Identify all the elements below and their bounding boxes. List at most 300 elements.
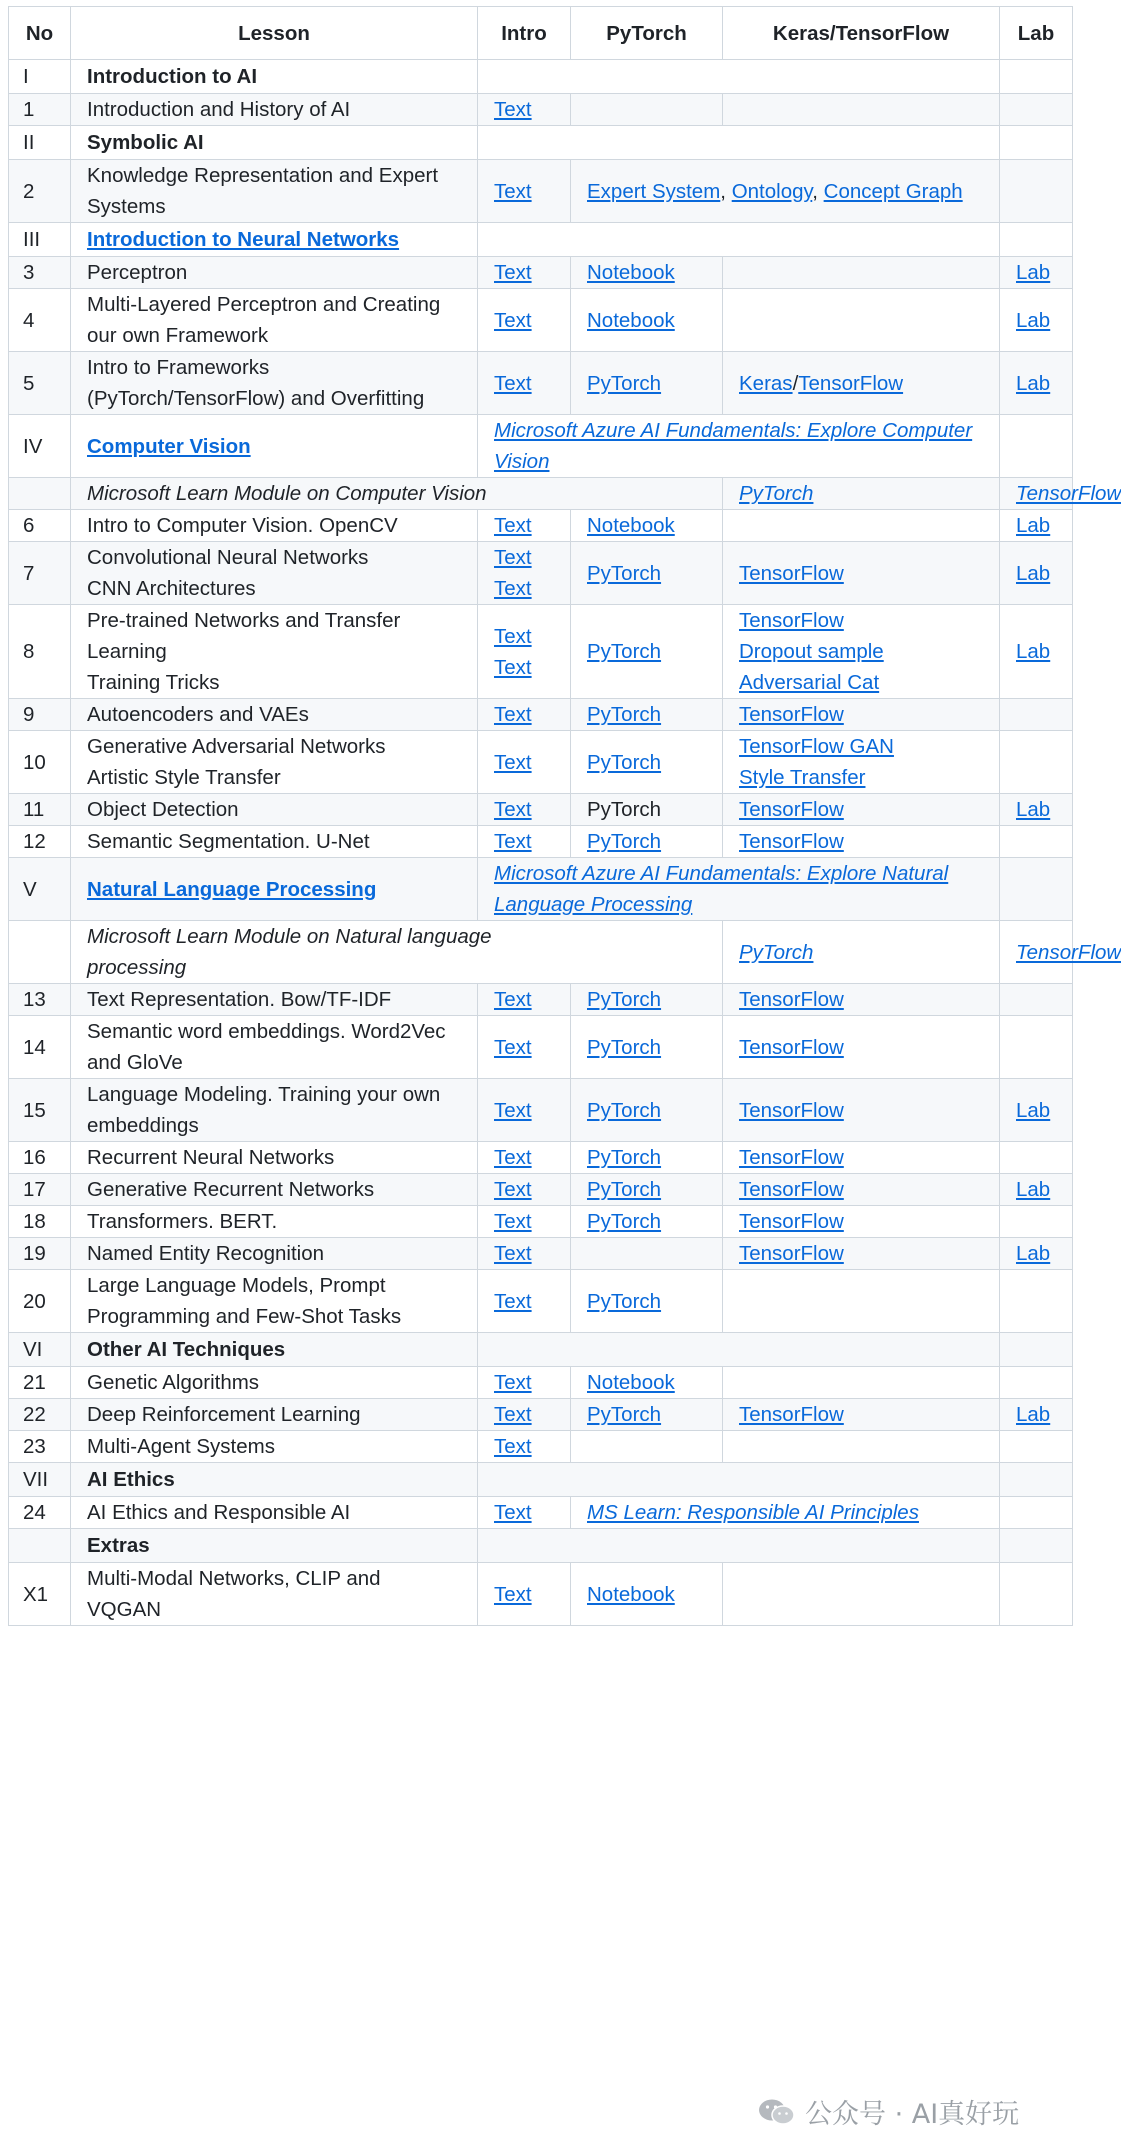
lesson-title: Genetic Algorithms: [87, 1371, 260, 1394]
pytorch-cell: [571, 826, 723, 858]
pytorch-cell: [571, 257, 723, 289]
lab-cell: [1000, 605, 1073, 699]
intro-text-link[interactable]: Text: [494, 1289, 532, 1313]
pytorch-cell: [571, 1142, 723, 1174]
keras-cell: [723, 1431, 1000, 1463]
intro-cell: [478, 1016, 571, 1079]
lesson-cell: [71, 1238, 478, 1270]
row-number: III: [9, 223, 71, 257]
pytorch-link[interactable]: Notebook: [587, 1371, 675, 1394]
lesson-title: Pre-trained Networks and Transfer: [87, 609, 401, 632]
intro-cell: [478, 1142, 571, 1174]
pytorch-link[interactable]: PyTorch: [587, 371, 662, 395]
tensorflow-link[interactable]: TensorFlow: [739, 798, 844, 821]
lesson-cell: [71, 542, 478, 605]
pytorch-link[interactable]: PyTorch: [587, 750, 662, 774]
pytorch-cell: [571, 510, 723, 542]
lab-cell: [1000, 1016, 1073, 1079]
intro-cell: [478, 794, 571, 826]
lesson-title: Large Language Models, Prompt: [87, 1274, 386, 1297]
pytorch-link[interactable]: PyTorch: [587, 830, 662, 853]
tensorflow-link[interactable]: TensorFlow: [739, 988, 844, 1011]
pytorch-cell: [571, 1016, 723, 1079]
pytorch-link[interactable]: Notebook: [587, 1582, 675, 1606]
watermark: [757, 2092, 1019, 2131]
pytorch-link[interactable]: PyTorch: [587, 640, 662, 663]
pytorch-link[interactable]: PyTorch: [587, 561, 662, 585]
table-row: [9, 1079, 1073, 1142]
lesson-title: Transformers. BERT.: [87, 1210, 278, 1233]
row-number: [9, 478, 71, 510]
pytorch-link[interactable]: PyTorch: [587, 1146, 662, 1169]
pytorch-cell: [571, 794, 723, 826]
lesson-title: AI Ethics and Responsible AI: [87, 1501, 351, 1524]
intro-text-link[interactable]: Text: [494, 1403, 532, 1426]
keras-cell: [723, 1206, 1000, 1238]
table-row: [9, 1174, 1073, 1206]
row-number: 6: [9, 510, 71, 542]
intro-cell: [478, 1079, 571, 1142]
intro-cell: [478, 1367, 571, 1399]
keras-cell: [1000, 478, 1121, 510]
intro-text-link[interactable]: Text: [494, 624, 532, 648]
keras-cell: [723, 826, 1000, 858]
table-row: [9, 605, 1073, 699]
ms-azure-link[interactable]: Language Processing: [494, 893, 693, 916]
lab-cell: [1000, 826, 1073, 858]
table-row: [9, 921, 1073, 984]
lab-cell: [1000, 1206, 1073, 1238]
row-number: 12: [9, 826, 71, 858]
lab-cell: [1000, 289, 1073, 352]
intro-cell: [478, 826, 571, 858]
intro-text-link[interactable]: Text: [494, 546, 532, 569]
pytorch-link[interactable]: PyTorch: [587, 1098, 662, 1122]
keras-cell: [723, 1079, 1000, 1142]
section-row: [9, 1463, 1073, 1497]
ms-azure-link[interactable]: Vision: [494, 450, 550, 473]
row-number: 22: [9, 1399, 71, 1431]
row-number: 8: [9, 605, 71, 699]
row-number: 20: [9, 1270, 71, 1333]
intro-cell: [478, 1497, 571, 1529]
keras-cell: [723, 605, 1000, 699]
pytorch-plain: PyTorch: [587, 798, 662, 821]
lesson-cell: [71, 1142, 478, 1174]
lab-cell: [1000, 415, 1073, 478]
lesson-cell: [71, 94, 478, 126]
tensorflow-link[interactable]: Dropout sample: [739, 640, 884, 663]
tensorflow-link[interactable]: Adversarial Cat: [739, 671, 880, 694]
lesson-cell: [71, 257, 478, 289]
watermark-text: 公众号 · AI真好玩: [805, 2099, 1020, 2130]
lab-link[interactable]: Lab: [1016, 798, 1051, 821]
tensorflow-link[interactable]: TensorFlow: [1016, 482, 1121, 505]
ms-learn-link[interactable]: MS Learn: Responsible AI Principles: [587, 1501, 919, 1524]
lab-cell: [1000, 1563, 1073, 1626]
table-row: [9, 542, 1073, 605]
lesson-title: AI Ethics: [87, 1468, 175, 1491]
pytorch-link[interactable]: PyTorch: [587, 1035, 662, 1059]
row-number: IV: [9, 415, 71, 478]
keras-cell: [723, 984, 1000, 1016]
row-number: 10: [9, 731, 71, 794]
intro-cell: [478, 1399, 571, 1431]
pytorch-link[interactable]: Notebook: [587, 514, 675, 537]
lesson-cell: [71, 826, 478, 858]
lesson-link[interactable]: Natural Language Processing: [87, 877, 377, 901]
tensorflow-link[interactable]: TensorFlow: [739, 1178, 844, 1201]
tensorflow-link[interactable]: TensorFlow: [739, 561, 844, 585]
lab-cell: [1000, 731, 1073, 794]
lesson-title: Generative Adversarial Networks: [87, 735, 386, 758]
intro-cell: [478, 510, 571, 542]
lesson-cell: [71, 731, 478, 794]
lesson-title: Text Representation. Bow/TF-IDF: [87, 988, 392, 1011]
intro-text-link[interactable]: Text: [494, 261, 532, 284]
table-row: [9, 1270, 1073, 1333]
intro-cell: [478, 984, 571, 1016]
pytorch-link[interactable]: PyTorch: [739, 940, 814, 964]
row-number: 19: [9, 1238, 71, 1270]
lesson-title: Generative Recurrent Networks: [87, 1178, 375, 1201]
lesson-cell: [71, 699, 478, 731]
intro-cell: [478, 731, 571, 794]
table-row: [9, 1367, 1073, 1399]
pytorch-link[interactable]: PyTorch: [587, 1210, 662, 1233]
tensorflow-link[interactable]: TensorFlow: [798, 371, 904, 395]
lesson-cell: [71, 1431, 478, 1463]
lesson-cell: [71, 510, 478, 542]
intro-text-link[interactable]: Text: [494, 655, 532, 679]
pytorch-link[interactable]: Concept Graph: [823, 179, 963, 203]
empty-cell: [478, 126, 1000, 160]
lab-cell: [1000, 1463, 1073, 1497]
lesson-title: Intro to Frameworks: [87, 356, 270, 379]
header-keras-tensorflow: Keras/TensorFlow: [723, 7, 1000, 60]
keras-cell: [723, 794, 1000, 826]
pytorch-cell: [723, 921, 1000, 984]
lesson-title: embeddings: [87, 1114, 199, 1137]
pytorch-cell: Expert System, Ontology, Concept Graph: [571, 160, 1000, 223]
row-number: 7: [9, 542, 71, 605]
tensorflow-link[interactable]: TensorFlow: [739, 1098, 844, 1122]
lesson-cell: [71, 858, 478, 921]
lesson-cell: [71, 1333, 478, 1367]
intro-text-link[interactable]: Text: [494, 1035, 532, 1059]
lesson-cell: [71, 1399, 478, 1431]
lesson-title: Convolutional Neural Networks: [87, 546, 369, 569]
intro-text-link[interactable]: Text: [494, 98, 532, 121]
tensorflow-link[interactable]: TensorFlow: [739, 1146, 844, 1169]
intro-text-link[interactable]: Text: [494, 308, 532, 332]
table-row: [9, 984, 1073, 1016]
lesson-title: VQGAN: [87, 1598, 162, 1621]
intro-text-link[interactable]: Text: [494, 1146, 532, 1169]
tensorflow-link[interactable]: TensorFlow: [739, 1210, 844, 1233]
lesson-title: (PyTorch/TensorFlow) and Overfitting: [87, 387, 425, 410]
row-number: 24: [9, 1497, 71, 1529]
lab-link[interactable]: Lab: [1016, 1098, 1051, 1122]
row-number: 21: [9, 1367, 71, 1399]
pytorch-link[interactable]: Expert System: [587, 179, 721, 203]
keras-cell: [723, 699, 1000, 731]
lesson-title: Named Entity Recognition: [87, 1242, 325, 1265]
lab-link[interactable]: Lab: [1016, 1403, 1051, 1426]
lesson-title: Systems: [87, 195, 166, 218]
lesson-cell: [71, 1174, 478, 1206]
pytorch-link[interactable]: Ontology: [731, 179, 813, 203]
pytorch-cell: [571, 605, 723, 699]
section-row: [9, 126, 1073, 160]
lesson-cell: [71, 794, 478, 826]
intro-cell: [478, 94, 571, 126]
intro-text-link[interactable]: Text: [494, 988, 532, 1011]
lesson-title: Artistic Style Transfer: [87, 766, 281, 789]
row-number: X1: [9, 1563, 71, 1626]
header-lab: Lab: [1000, 7, 1073, 60]
lesson-cell: [71, 289, 478, 352]
table-row: [9, 1206, 1073, 1238]
pytorch-link[interactable]: PyTorch: [587, 988, 662, 1011]
keras-cell: [723, 1142, 1000, 1174]
table-row: [9, 257, 1073, 289]
table-row: [9, 160, 1073, 223]
pytorch-link[interactable]: PyTorch: [587, 1178, 662, 1201]
lesson-link[interactable]: Introduction to Neural Networks: [87, 228, 400, 251]
pytorch-cell: [571, 1238, 723, 1270]
lesson-title: CNN Architectures: [87, 577, 256, 600]
intro-text-link[interactable]: Text: [494, 1178, 532, 1201]
lesson-title: Programming and Few-Shot Tasks: [87, 1305, 402, 1328]
lesson-cell: [71, 1206, 478, 1238]
pytorch-cell: [571, 542, 723, 605]
empty-cell: [478, 60, 1000, 94]
lab-link[interactable]: Lab: [1016, 514, 1051, 537]
lesson-cell: [71, 415, 478, 478]
intro-text-link[interactable]: Text: [494, 1210, 532, 1233]
pytorch-link[interactable]: PyTorch: [587, 1289, 662, 1313]
tensorflow-link[interactable]: TensorFlow GAN: [739, 735, 894, 758]
lab-cell: [1000, 1142, 1073, 1174]
lesson-title: Microsoft Learn Module on Natural language: [87, 925, 492, 948]
intro-text-link[interactable]: Text: [494, 750, 532, 774]
lab-cell: [1000, 794, 1073, 826]
table-row: [9, 1142, 1073, 1174]
lab-cell: [1000, 1399, 1073, 1431]
lesson-title: Autoencoders and VAEs: [87, 703, 309, 726]
ms-azure-link[interactable]: Microsoft Azure AI Fundamentals: Explore Natural: [494, 862, 949, 885]
intro-text-link[interactable]: Text: [494, 1435, 532, 1458]
lab-cell: [1000, 1367, 1073, 1399]
table-row: [9, 289, 1073, 352]
intro-text-link[interactable]: Text: [494, 1501, 532, 1524]
table-row: [9, 794, 1073, 826]
intro-text-link[interactable]: Text: [494, 179, 532, 203]
row-number: 13: [9, 984, 71, 1016]
lab-link[interactable]: Lab: [1016, 1178, 1051, 1201]
lab-link[interactable]: Lab: [1016, 1242, 1051, 1265]
pytorch-cell: [571, 352, 723, 415]
keras-cell: [723, 1399, 1000, 1431]
lab-cell: [1000, 984, 1073, 1016]
intro-cell: [478, 1206, 571, 1238]
ms-azure-link-cell: [478, 858, 1000, 921]
header-pytorch: PyTorch: [571, 7, 723, 60]
lab-cell: [1000, 1529, 1073, 1563]
lab-cell: [1000, 352, 1073, 415]
lesson-title: Deep Reinforcement Learning: [87, 1403, 361, 1426]
empty-cell: [478, 223, 1000, 257]
row-number: 18: [9, 1206, 71, 1238]
curriculum-table: [8, 6, 1121, 1626]
row-number: II: [9, 126, 71, 160]
header-lesson: Lesson: [71, 7, 478, 60]
lab-cell: [1000, 257, 1073, 289]
ms-azure-link-cell: [478, 415, 1000, 478]
intro-text-link[interactable]: Text: [494, 1371, 532, 1394]
keras-cell: [723, 1238, 1000, 1270]
intro-text-link[interactable]: Text: [494, 798, 532, 821]
tensorflow-link[interactable]: TensorFlow: [739, 1035, 844, 1059]
lab-cell: [1000, 160, 1073, 223]
row-number: VI: [9, 1333, 71, 1367]
lab-cell: [1000, 1079, 1073, 1142]
intro-text-link[interactable]: Text: [494, 1098, 532, 1122]
lesson-title: Object Detection: [87, 798, 239, 821]
lab-cell: [1000, 94, 1073, 126]
lab-cell: [1000, 60, 1073, 94]
lab-cell: [1000, 1270, 1073, 1333]
intro-text-link[interactable]: Text: [494, 1242, 532, 1265]
row-number: 17: [9, 1174, 71, 1206]
row-number: 9: [9, 699, 71, 731]
empty-cell: [478, 1333, 1000, 1367]
pytorch-cell: [571, 1174, 723, 1206]
pytorch-cell: [571, 94, 723, 126]
keras-cell: [723, 289, 1000, 352]
pytorch-cell: [571, 984, 723, 1016]
lesson-title: Multi-Agent Systems: [87, 1435, 275, 1458]
lab-cell: [1000, 699, 1073, 731]
ms-azure-link[interactable]: Microsoft Azure AI Fundamentals: Explore Computer: [494, 419, 973, 442]
lesson-link[interactable]: Computer Vision: [87, 434, 251, 458]
table-row: [9, 1238, 1073, 1270]
intro-text-link[interactable]: Text: [494, 1582, 532, 1606]
lab-cell: [1000, 126, 1073, 160]
section-row: [9, 1529, 1073, 1563]
table-row: [9, 699, 1073, 731]
pytorch-link[interactable]: PyTorch: [739, 482, 814, 505]
lesson-cell: [71, 1079, 478, 1142]
keras-cell: [723, 1367, 1000, 1399]
header-intro: Intro: [478, 7, 571, 60]
lab-cell: [1000, 1174, 1073, 1206]
section-row: [9, 858, 1073, 921]
tensorflow-link[interactable]: TensorFlow: [739, 703, 844, 726]
lab-link[interactable]: Lab: [1016, 640, 1051, 663]
intro-text-link[interactable]: Text: [494, 830, 532, 853]
intro-text-link[interactable]: Text: [494, 577, 532, 600]
pytorch-cell: [571, 699, 723, 731]
lesson-cell: [71, 60, 478, 94]
row-number: 16: [9, 1142, 71, 1174]
lab-cell: [1000, 510, 1073, 542]
lesson-title: Learning: [87, 640, 167, 663]
lesson-title: Intro to Computer Vision. OpenCV: [87, 514, 398, 537]
lesson-cell: [71, 1270, 478, 1333]
pytorch-link[interactable]: PyTorch: [587, 1403, 662, 1426]
section-row: [9, 1333, 1073, 1367]
keras-cell: [723, 1174, 1000, 1206]
table-row: [9, 1431, 1073, 1463]
wechat-icon: [757, 2097, 797, 2127]
table-row: [9, 510, 1073, 542]
intro-text-link[interactable]: Text: [494, 514, 532, 537]
section-row: [9, 223, 1073, 257]
keras-cell: [723, 257, 1000, 289]
intro-cell: [478, 542, 571, 605]
table-row: [9, 1563, 1073, 1626]
keras-link[interactable]: Keras: [739, 371, 793, 395]
header-no: No: [9, 7, 71, 60]
lesson-title: Multi-Layered Perceptron and Creating: [87, 293, 441, 316]
lesson-cell: [71, 1463, 478, 1497]
row-number: 23: [9, 1431, 71, 1463]
lesson-title: Semantic word embeddings. Word2Vec: [87, 1020, 446, 1043]
lesson-cell: [71, 126, 478, 160]
lab-cell: [1000, 1497, 1073, 1529]
empty-cell: [478, 1463, 1000, 1497]
tensorflow-link[interactable]: TensorFlow: [739, 609, 844, 632]
lesson-cell: [71, 921, 723, 984]
intro-cell: [478, 1431, 571, 1463]
lab-cell: [1000, 542, 1073, 605]
tensorflow-link[interactable]: TensorFlow: [739, 830, 844, 853]
pytorch-link[interactable]: Notebook: [587, 261, 675, 284]
tensorflow-link[interactable]: Style Transfer: [739, 766, 866, 789]
tensorflow-link[interactable]: TensorFlow: [739, 1403, 844, 1426]
section-row: [9, 60, 1073, 94]
pytorch-link[interactable]: PyTorch: [587, 703, 662, 726]
table-row: [9, 731, 1073, 794]
pytorch-cell: [571, 1399, 723, 1431]
tensorflow-link[interactable]: TensorFlow: [739, 1242, 844, 1265]
lab-link[interactable]: Lab: [1016, 261, 1051, 284]
intro-text-link[interactable]: Text: [494, 703, 532, 726]
pytorch-link[interactable]: Notebook: [587, 308, 675, 332]
keras-cell: [723, 1563, 1000, 1626]
lab-cell: [1000, 1333, 1073, 1367]
row-number: 3: [9, 257, 71, 289]
header-row: [9, 7, 1073, 60]
intro-text-link[interactable]: Text: [494, 371, 532, 395]
lab-link[interactable]: Lab: [1016, 561, 1051, 585]
lab-link[interactable]: Lab: [1016, 308, 1051, 332]
lab-link[interactable]: Lab: [1016, 371, 1051, 395]
lesson-title: Recurrent Neural Networks: [87, 1146, 335, 1169]
intro-cell: [478, 160, 571, 223]
lesson-title: Other AI Techniques: [87, 1338, 286, 1361]
table-row: [9, 826, 1073, 858]
pytorch-cell: [571, 1431, 723, 1463]
tensorflow-link[interactable]: TensorFlow: [1016, 940, 1121, 964]
keras-cell: [1000, 921, 1121, 984]
lab-cell: [1000, 858, 1073, 921]
lesson-title: Symbolic AI: [87, 131, 204, 154]
row-number: [9, 921, 71, 984]
row-number: I: [9, 60, 71, 94]
